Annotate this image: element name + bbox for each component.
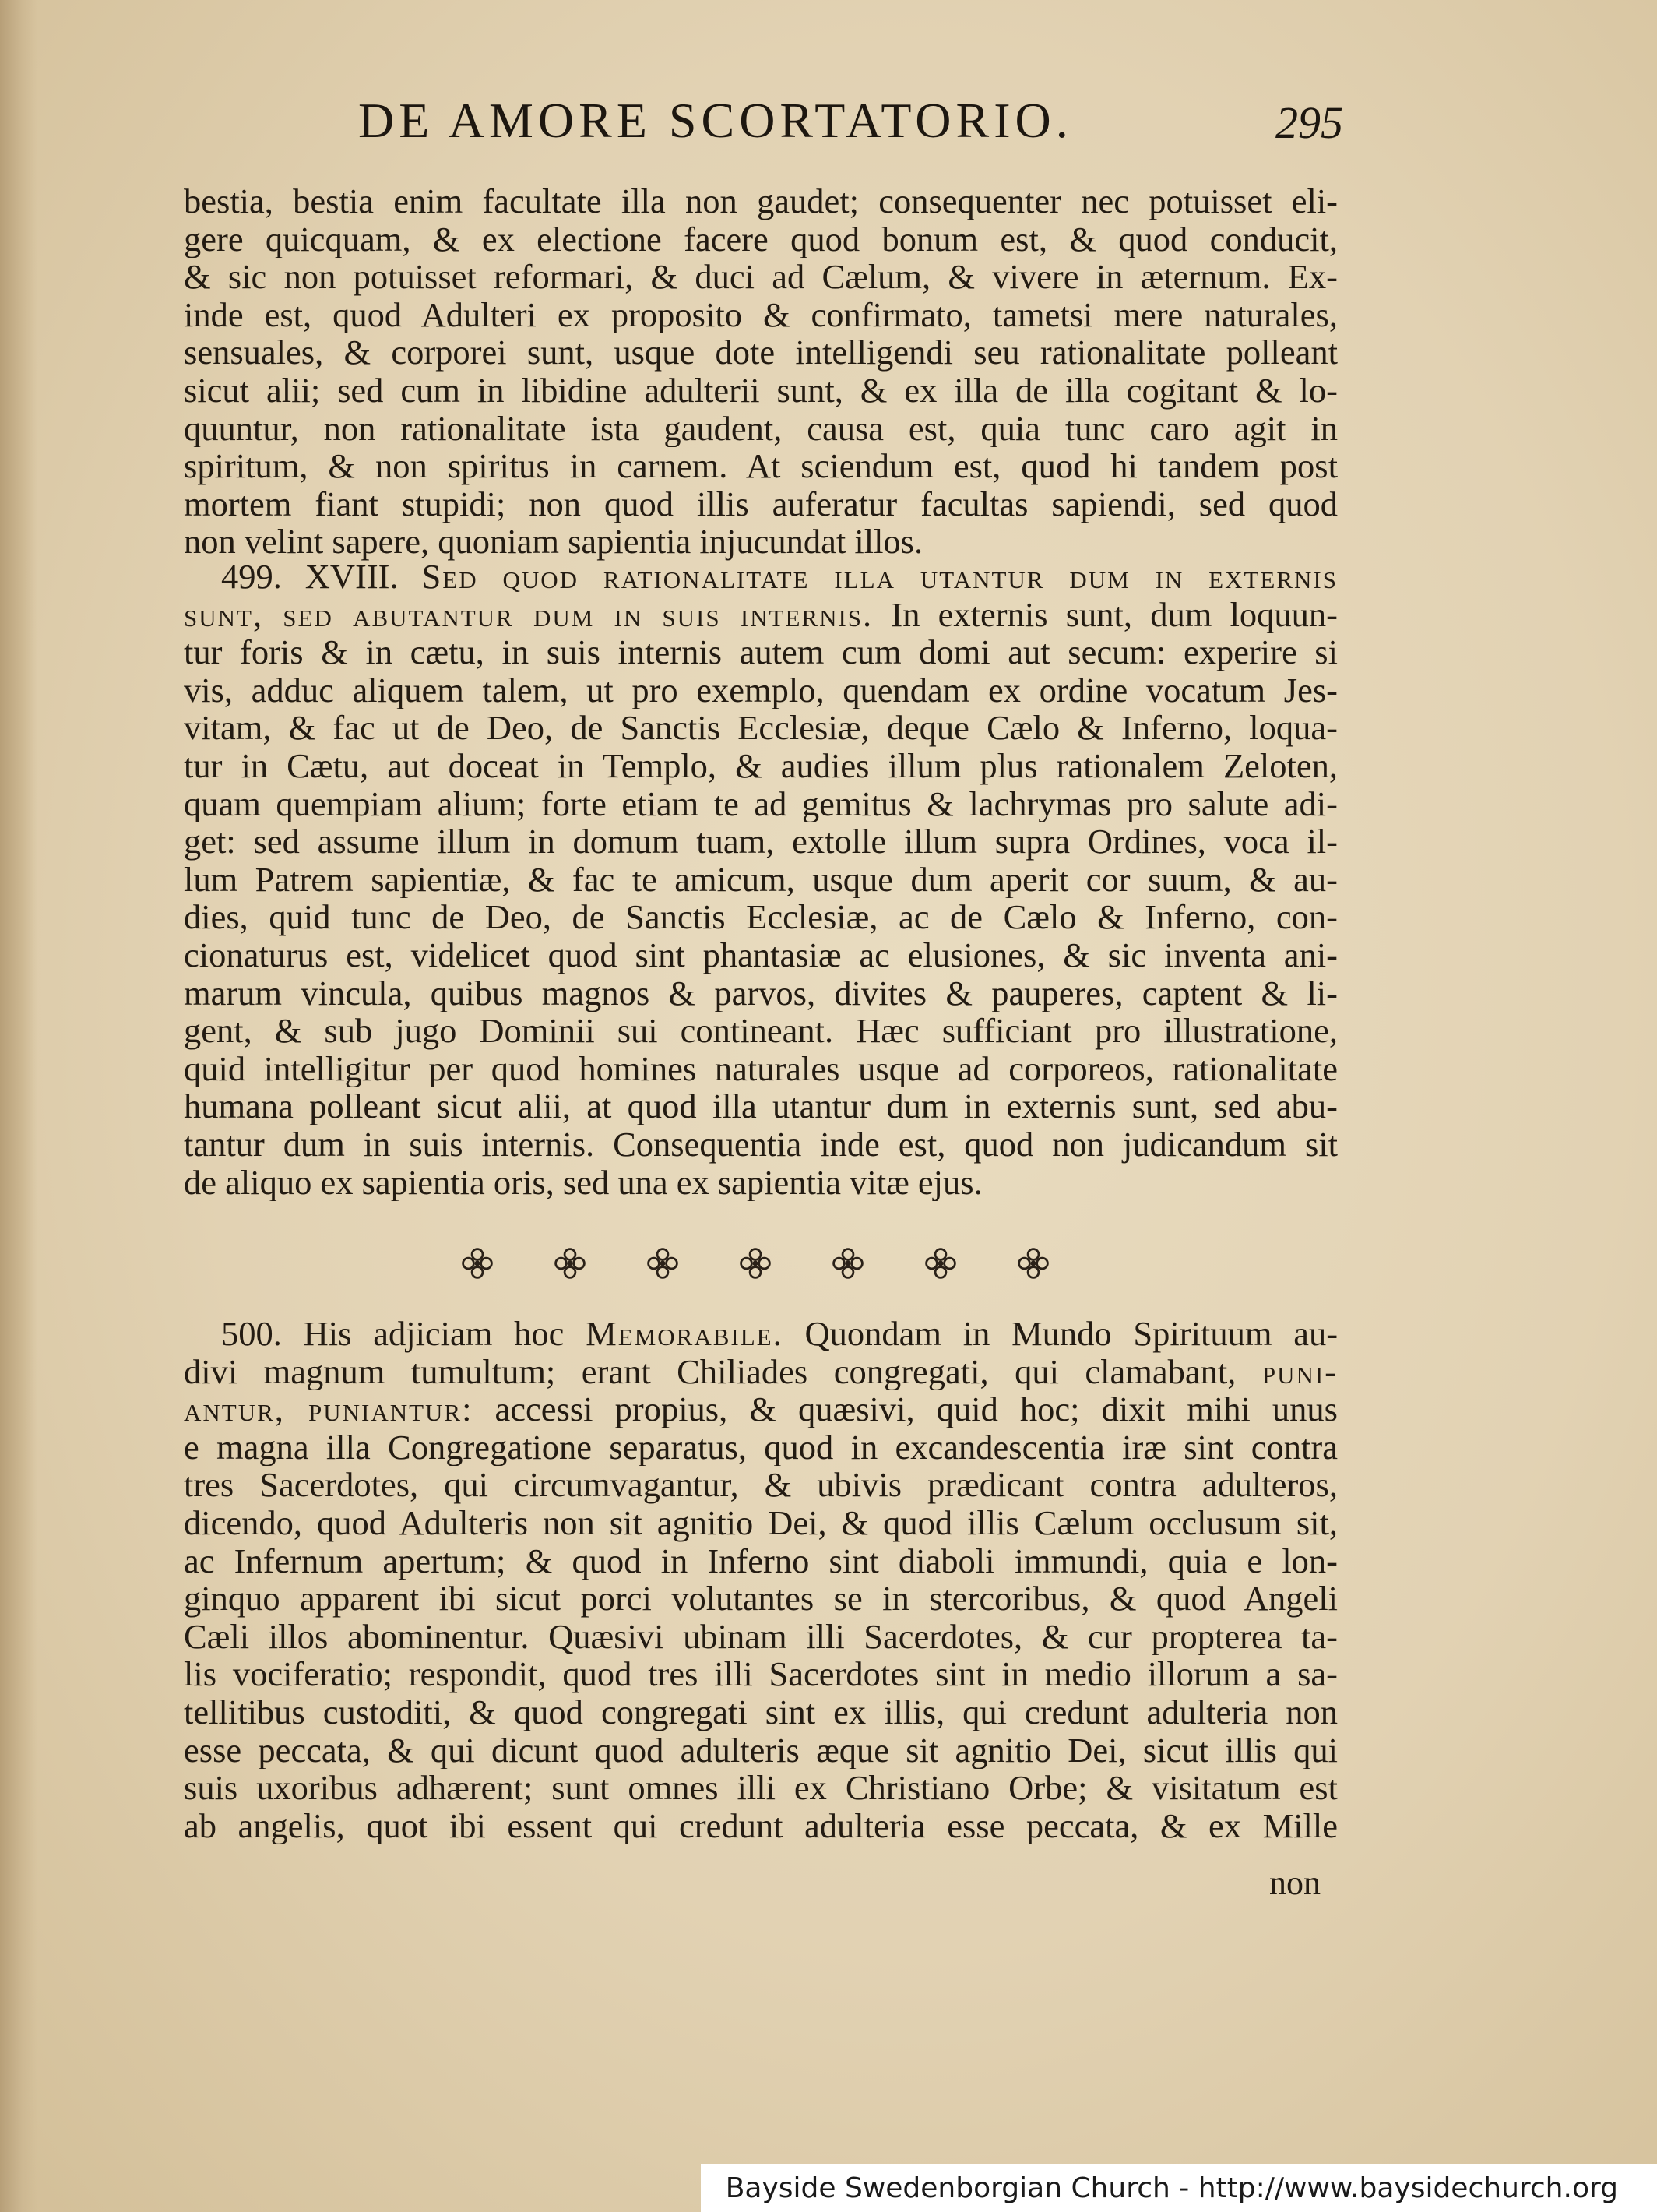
text-fragment: Quondam in Mundo Spirituum au- [804, 1315, 1338, 1353]
text-line: esse peccata, & qui dicunt quod adulteris æque sit agnitio Dei, sicut illis qui [184, 1731, 1338, 1770]
fleuron-divider [459, 1240, 1051, 1287]
text-line: inde est, quod Adulteri ex proposito & confirmato, tametsi mere naturales, [184, 295, 1338, 334]
fleuron-icon [645, 1245, 681, 1281]
text-fragment: divi magnum tumultum; erant Chiliades congregati, qui clamabant, [184, 1352, 1237, 1391]
text-line: & sic non potuisset reformari, & duci ad Cælum, & vivere in æternum. Ex- [184, 258, 1338, 296]
text-line: quid intelligitur per quod homines naturales usque ad corporeos, rationalitate [184, 1049, 1338, 1088]
fleuron-icon [830, 1245, 866, 1281]
text-line: non velint sapere, quoniam sapientia injucundat illos. [184, 523, 923, 561]
text-line: suis uxoribus adhærent; sunt omnes illi ex Christiano Orbe; & visitatum est [184, 1769, 1338, 1807]
running-head: DE AMORE SCORTATORIO. [358, 93, 1073, 148]
text-line: vitam, & fac ut de Deo, de Sanctis Ecclesiæ, deque Cælo & Inferno, loqua- [184, 709, 1338, 747]
text-line: ab angelis, quot ibi essent qui credunt adulteria esse peccata, & ex Mille [184, 1806, 1338, 1845]
text-line: marum vincula, quibus magnos & parvos, divites & pauperes, captent & li- [184, 974, 1338, 1013]
small-caps-heading: sunt, sed abutantur dum in suis internis. [184, 595, 874, 634]
section-number: 499. XVIII. [221, 558, 399, 596]
text-fragment: accessi propius, & quæsivi, quid hoc; dixit mihi unus [494, 1390, 1338, 1428]
text-line: lum Patrem sapientiæ, & fac te amicum, usque dum aperit cor suum, & au- [184, 860, 1338, 899]
small-caps-heading: Sed quod rationalitate illa utantur dum in externis [421, 558, 1338, 596]
text-line: dicendo, quod Adulteris non sit agnitio Dei, & quod illis Cælum occlusum sit, [184, 1503, 1338, 1542]
text-line: gere quicquam, & ex electione facere quod bonum est, & quod conducit, [184, 220, 1338, 259]
paragraph-continuation [184, 182, 1338, 561]
text-line [184, 1390, 1338, 1428]
catchword: non [1269, 1864, 1321, 1902]
text-line: tantur dum in suis internis. Consequentia inde est, quod non judicandum sit [184, 1125, 1338, 1164]
text-line: tur in Cætu, aut doceat in Templo, & audies illum plus rationalem Zeloten, [184, 746, 1338, 785]
text-fragment: 500. His adjiciam hoc [221, 1315, 565, 1353]
text-line [184, 558, 1338, 596]
fleuron-icon [459, 1245, 495, 1281]
page-edge-shadow [0, 0, 37, 2212]
text-line: vis, adduc aliquem talem, ut pro exemplo, quendam ex ordine vocatum Jes- [184, 671, 1338, 710]
text-line: de aliquo ex sapientia oris, sed una ex sapientia vitæ ejus. [184, 1163, 983, 1202]
text-line [184, 596, 1338, 634]
text-line: lis vociferatio; respondit, quod tres illi Sacerdotes sint in medio illorum a sa- [184, 1655, 1338, 1693]
text-line: quam quempiam alium; forte etiam te ad gemitus & lachrymas pro salute adi- [184, 784, 1338, 823]
small-caps-heading: Memorabile. [586, 1315, 783, 1353]
small-caps-word: puni- [1261, 1352, 1338, 1391]
text-line: Cæli illos abominentur. Quæsivi ubinam illi Sacerdotes, & cur propterea ta- [184, 1617, 1338, 1656]
fleuron-icon [1015, 1245, 1051, 1281]
paragraph-500 [184, 1315, 1338, 1844]
text-line [184, 1353, 1338, 1391]
page-header [358, 92, 1355, 170]
text-line: quuntur, non rationalitate ista gaudent, causa est, quia tunc caro agit in [184, 409, 1338, 448]
footer-credit-banner [701, 2164, 1657, 2212]
fleuron-icon [737, 1245, 773, 1281]
text-line: sicut alii; sed cum in libidine adulterii sunt, & ex illa de illa cogitant & lo- [184, 371, 1338, 410]
text-line: spiritum, & non spiritus in carnem. At sciendum est, quod hi tandem post [184, 447, 1338, 485]
footer-credit: Bayside Swedenborgian Church - http://www.baysidechurch.org [725, 2171, 1618, 2204]
text-line: tres Sacerdotes, qui circumvagantur, & ubivis prædicant contra adulteros, [184, 1466, 1338, 1504]
page-number: 295 [1275, 97, 1343, 148]
text-line: humana polleant sicut alii, at quod illa utantur dum in externis sunt, sed abu- [184, 1087, 1338, 1125]
text-line: bestia, bestia enim facultate illa non gaudet; consequenter nec potuisset eli- [184, 182, 1338, 220]
text-line [184, 1315, 1338, 1353]
text-line: gent, & sub jugo Dominii sui contineant. Hæc sufficiant pro illustratione, [184, 1012, 1338, 1050]
text-fragment: In externis sunt, dum loquun- [891, 595, 1338, 634]
paragraph-499 [184, 558, 1338, 1201]
text-line: e magna illa Congregatione separatus, quod in excandescentia iræ sint contra [184, 1428, 1338, 1467]
fleuron-icon [923, 1245, 959, 1281]
small-caps-word: antur, puniantur: [184, 1390, 473, 1428]
text-line: ginquo apparent ibi sicut porci volutantes se in stercoribus, & quod Angeli [184, 1580, 1338, 1618]
text-line: ac Infernum apertum; & quod in Inferno sint diaboli immundi, quia e lon- [184, 1541, 1338, 1580]
text-line: dies, quid tunc de Deo, de Sanctis Ecclesiæ, ac de Cælo & Inferno, con- [184, 898, 1338, 936]
text-line: tellitibus custoditi, & quod congregati sint ex illis, qui credunt adulteria non [184, 1692, 1338, 1731]
text-line: cionaturus est, videlicet quod sint phantasiæ ac elusiones, & sic inventa ani- [184, 935, 1338, 974]
text-line: tur foris & in cætu, in suis internis autem cum domi aut secum: experire si [184, 633, 1338, 671]
fleuron-icon [552, 1245, 588, 1281]
text-line: get: sed assume illum in domum tuam, extolle illum supra Ordines, voca il- [184, 822, 1338, 861]
text-line: mortem fiant stupidi; non quod illis auferatur facultas sapiendi, sed quod [184, 484, 1338, 523]
text-line: sensuales, & corporei sunt, usque dote intelligendi seu rationalitate polleant [184, 333, 1338, 372]
